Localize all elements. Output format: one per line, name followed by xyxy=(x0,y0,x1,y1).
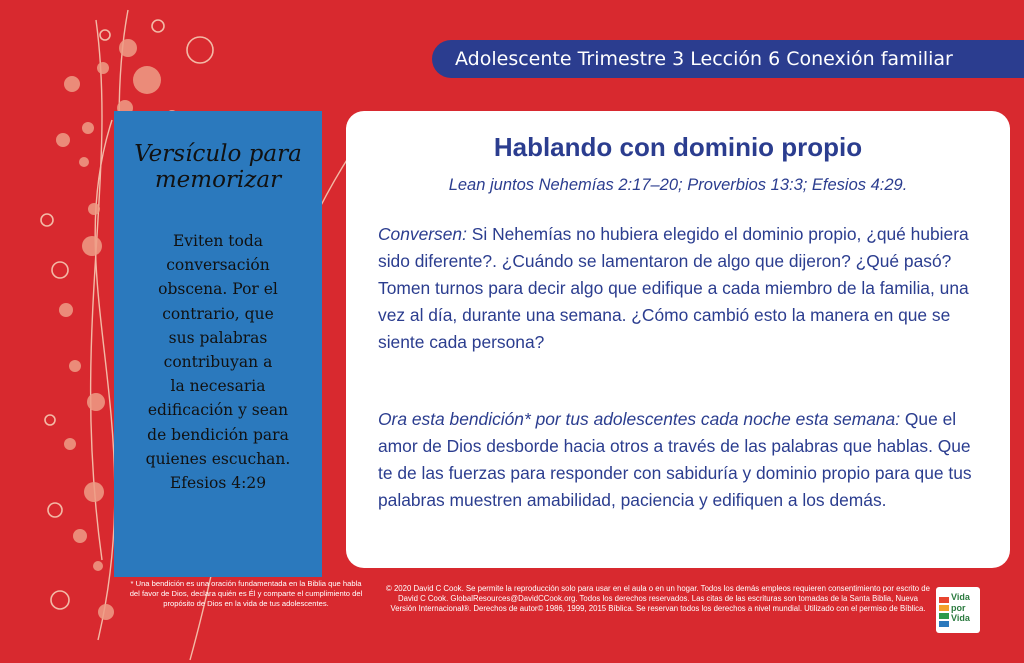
verse-line: edificación y sean xyxy=(147,401,289,420)
verse-line: Eviten toda xyxy=(172,232,264,250)
verse-line: contrario, que xyxy=(162,304,274,323)
memory-verse-heading xyxy=(114,141,322,193)
lesson-header-title: Adolescente Trimestre 3 Lección 6 Conexión familiar xyxy=(455,48,953,70)
memory-verse-heading-line1: Versículo para xyxy=(134,141,302,167)
family-connection-card xyxy=(346,111,1010,568)
verse-line: conversación xyxy=(166,256,270,275)
logo-wordmark xyxy=(951,592,979,624)
discussion-lead: Conversen: xyxy=(378,224,467,244)
logo-mark-icon xyxy=(939,597,949,627)
memory-verse-heading-line2: memorizar xyxy=(154,167,282,193)
scripture-readings: Lean juntos Nehemías 2:17–20; Proverbios 13:3; Efesios 4:29. xyxy=(448,176,908,194)
blessing-lead: Ora esta bendición* por tus adolescentes cada noche esta semana: xyxy=(378,409,901,429)
blessing-body: Que el amor de Dios desborde hacia otros a través de las palabras que hablas. Que te de las fuerzas para responder con sabiduría y dominio propio para que tus palabras muestren amabilidad, paciencia y edifiquen a los demás. xyxy=(378,409,972,510)
discussion-paragraph xyxy=(378,221,988,356)
verse-line: de bendición para xyxy=(147,425,289,444)
logo-word: por xyxy=(951,602,966,613)
copyright-notice: © 2020 David C Cook. Se permite la reproducción solo para usar en el aula o en un hogar. Todos los demás empleos requieren consentimiento por escrito de David C Cook. GlobalResources@DavidCCook.org. Todos los derechos reservados. Las citas de las escrituras son tomadas de la Santa Biblia, Nueva Versión Internacional®. Derechos de autor© 1986, 1999, 2015 Bíblica. Se reservan todos los derechos a nivel mundial. Utilizado con el permiso de Bíblica. xyxy=(386,584,930,614)
verse-line: quienes escuchan. xyxy=(145,449,291,468)
logo-word: Vida xyxy=(951,613,970,623)
verse-reference: Efesios 4:29 xyxy=(169,474,267,493)
verse-line: la necesaria xyxy=(170,377,266,396)
memory-verse-text xyxy=(124,229,312,495)
blessing-footnote: * Una bendición es una oración fundamentada en la Biblia que habla del favor de Dios, declara quién es Él y comparte el cumplimiento del propósito de Dios en la vida de tus adolescentes. xyxy=(129,579,363,608)
verse-line: contribuyan a xyxy=(163,353,273,372)
logo-word: Vida xyxy=(951,592,970,602)
discussion-body: Si Nehemías no hubiera elegido el dominio propio, ¿qué hubiera sido diferente?. ¿Cuándo se lamentaron de algo que dijeron? ¿Qué pasó? Tomen turnos para decir algo que edifique a cada miembro de la familia, una vez al día, durante una semana. ¿Cómo cambió esto la manera en que se siente cada persona? xyxy=(378,224,969,352)
verse-line: sus palabras xyxy=(168,328,268,347)
vida-por-vida-logo xyxy=(936,587,980,633)
memory-verse-panel xyxy=(114,111,322,577)
card-title: Hablando con dominio propio xyxy=(493,132,863,162)
verse-line: obscena. Por el xyxy=(158,280,278,299)
blessing-paragraph xyxy=(378,406,988,514)
